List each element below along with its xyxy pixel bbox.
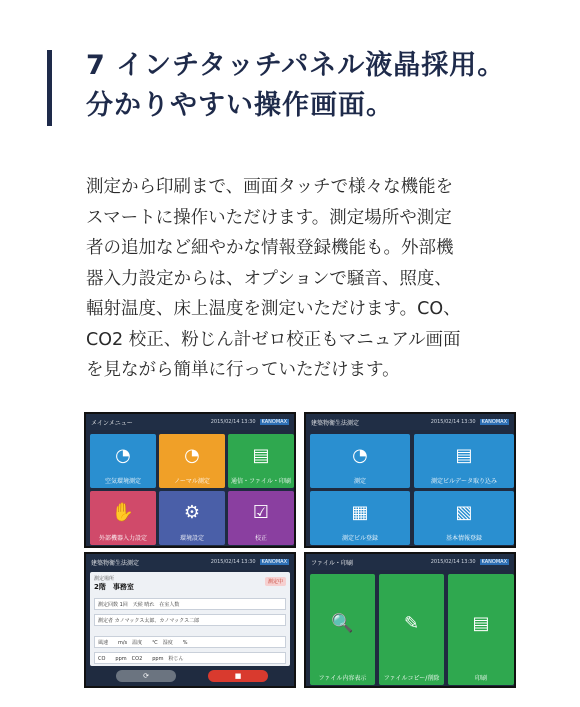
screen-title: 建築物衛生法測定 bbox=[311, 419, 360, 427]
edit-document-icon: ✎ bbox=[403, 613, 420, 634]
stop-button[interactable]: ■ bbox=[208, 670, 268, 682]
screen-topbar bbox=[306, 414, 514, 430]
body-line: 輻射温度、床上温度を測定いただけます。CO、 bbox=[86, 299, 461, 319]
tile-air-environment[interactable]: ◔ 空気環境測定 bbox=[90, 434, 156, 488]
building-add-icon: ▦ bbox=[351, 501, 369, 523]
description-text bbox=[86, 172, 536, 386]
place-value: 2階 事務室 bbox=[94, 583, 134, 591]
body-line: 測定から印刷まで、画面タッチで様々な機能を bbox=[86, 177, 454, 197]
body-line: を見ながら簡単に行っていただけます。 bbox=[86, 360, 400, 380]
form-row[interactable]: 風速 m/s 温度 ℃ 湿度 % bbox=[94, 636, 286, 648]
screen-date: 2015/02/14 13:30 bbox=[210, 559, 256, 565]
hand-plug-icon: ✋ bbox=[111, 501, 135, 523]
tile-settings[interactable]: ⚙ 環境設定 bbox=[159, 491, 225, 545]
magnify-document-icon: 🔍 bbox=[331, 613, 354, 634]
tile-import-building-data[interactable]: ▤ 測定ビルデータ取り込み bbox=[414, 434, 514, 488]
tile-register-basic-info[interactable]: ▧ 基本情報登録 bbox=[414, 491, 514, 545]
tile-measure[interactable]: ◔ 測定 bbox=[310, 434, 410, 488]
heading-line-2: 分かりやすい操作画面。 bbox=[86, 90, 394, 121]
gauge-icon: ◔ bbox=[184, 444, 200, 466]
brand-logo: KANOMAX bbox=[261, 559, 287, 565]
gauge-icon: ◔ bbox=[115, 444, 131, 466]
gear-icon: ⚙ bbox=[183, 501, 201, 523]
tile-normal-measure[interactable]: ◔ ノーマル測定 bbox=[159, 434, 225, 488]
screen-topbar bbox=[86, 414, 294, 430]
printer-icon: ▤ bbox=[472, 613, 490, 634]
place-label: 測定場所 bbox=[94, 576, 115, 582]
body-line: スマートに操作いただけます。測定場所や測定 bbox=[86, 207, 452, 228]
page-heading bbox=[86, 46, 556, 126]
screen-title: 建築物衛生法測定 bbox=[91, 559, 140, 567]
form-panel bbox=[90, 572, 290, 666]
screenshot-file-print bbox=[304, 552, 516, 688]
status-badge: 測定中 bbox=[265, 577, 286, 586]
screen-date: 2015/02/14 13:30 bbox=[430, 559, 476, 565]
tile-comm-file-print[interactable]: ▤ 通信・ファイル・印刷 bbox=[228, 434, 294, 488]
tile-calibration[interactable]: ☑ 校正 bbox=[228, 491, 294, 545]
tile-print[interactable]: ▤ 印刷 bbox=[448, 574, 514, 685]
tile-view-file[interactable]: 🔍 ファイル内容表示 bbox=[310, 574, 375, 685]
tile-register-building[interactable]: ▦ 測定ビル登録 bbox=[310, 491, 410, 545]
heading-line-1: 7 インチタッチパネル液晶採用。 bbox=[86, 50, 506, 81]
printer-icon: ▤ bbox=[252, 444, 270, 466]
screenshot-measure-form bbox=[84, 552, 296, 688]
brand-logo: KANOMAX bbox=[261, 419, 287, 425]
screen-date: 2015/02/14 13:30 bbox=[430, 419, 476, 425]
brand-logo: KANOMAX bbox=[481, 559, 507, 565]
form-row[interactable]: CO ppm CO2 ppm 粉じん bbox=[94, 652, 286, 664]
tile-external-input[interactable]: ✋ 外部機器入力設定 bbox=[90, 491, 156, 545]
heading-accent-bar bbox=[47, 50, 52, 126]
document-add-icon: ▧ bbox=[455, 501, 473, 523]
body-line: 器入力設定からは、オプションで騒音、照度、 bbox=[86, 268, 452, 289]
brand-logo: KANOMAX bbox=[481, 419, 507, 425]
form-row[interactable]: 測定回数 1回 天候 晴れ 在室人数 bbox=[94, 598, 286, 610]
screen-topbar bbox=[306, 554, 514, 570]
screen-title: ファイル・印刷 bbox=[311, 559, 353, 567]
checklist-icon: ☑ bbox=[252, 501, 270, 523]
tile-copy-delete-file[interactable]: ✎ ファイルコピー/削除 bbox=[379, 574, 444, 685]
form-row[interactable]: 測定者 カノマックス太郎、カノマックス二郎 bbox=[94, 614, 286, 626]
screen-title: メインメニュー bbox=[91, 419, 133, 427]
screenshot-building-menu bbox=[304, 412, 516, 548]
body-line: CO2 校正、粉じん計ゼロ校正もマニュアル画面 bbox=[86, 329, 461, 350]
screen-date: 2015/02/14 13:30 bbox=[210, 419, 256, 425]
screenshot-main-menu bbox=[84, 412, 296, 548]
refresh-button[interactable]: ⟳ bbox=[116, 670, 176, 682]
body-line: 者の追加など細やかな情報登録機能も。外部機 bbox=[86, 238, 454, 258]
gauge-icon: ◔ bbox=[352, 444, 368, 466]
file-import-icon: ▤ bbox=[455, 444, 473, 466]
screen-topbar bbox=[86, 554, 294, 570]
